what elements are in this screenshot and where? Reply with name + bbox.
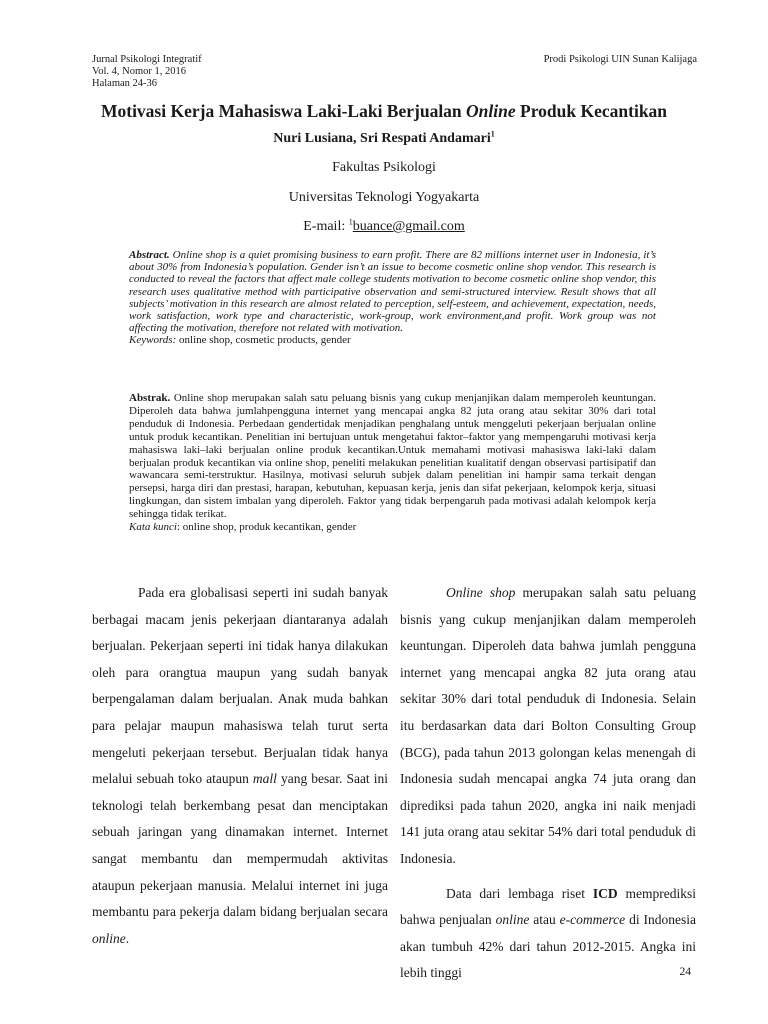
title-part1: Motivasi Kerja Mahasiswa Laki-Laki Berjualan bbox=[100, 101, 467, 121]
abstract-indonesian-text: Online shop merupakan salah satu peluang bisnis yang cukup menjanjikan dalam memperoleh keuntungan. Diperoleh data bahwa jumlahpengguna internet yang mencapai angka 82 juta orang atau sekitar 30% dari total penduduk di Indonesia. Perbedaan gendertidak menjadikan penghalang untuk menggeluti pekerjaan berjualan online untuk produk kecantikan. Penelitian ini bertujuan untuk mengetahui faktor–faktor yang mempengaruhi motivasi kerja mahasiswa laki–laki berjualan online produk kecantikan.Untuk memahami motivasi mahasiswa laki-laki dalam berjualan produk kecantikan via online shop, peneliti melakukan penelitian kualitatif dengan observasi partisipatif dan wawancara semi-terstruktur. Hasilnya, motivasi seluruh subjek dalam penelitian ini hampir sama terkait dengan persepsi, harga diri dan prestasi, harapan, kebutuhan, kepuasan kerja, jenis dan sifat pekerjaan, kelompok kerja, situasi lingkungan, dan sistem imbalan yang diperoleh. Faktor yang tidak berpengaruh pada motivasi adalah kelompok kerja sehingga tidak terikat. bbox=[129, 392, 656, 521]
journal-volume: Vol. 4, Nomor 1, 2016 bbox=[92, 66, 187, 77]
body-text: atau bbox=[529, 912, 560, 928]
body-text: merupakan salah satu peluang bisnis yang cukup menjanjikan dalam memperoleh keuntungan. Diperoleh data bahwa jumlah pengguna internet yang mencapai angka 82 juta orang atau sekitar 30% dari total penduduk di Indonesia. Selain itu berdasarkan data dari Bolton Consulting Group (BCG), pada tahun 2013 golongan kelas menengah di Indonesia sudah mencapai angka 74 juta orang dan diprediksi pada tahun 2020, angka ini naik menjadi 141 juta orang atau sekitar 54% dari total penduduk di Indonesia. bbox=[400, 585, 696, 866]
body-italic: e-commerce bbox=[559, 912, 626, 928]
keywords-indonesian bbox=[129, 521, 656, 534]
paper-title bbox=[0, 101, 768, 122]
email-label: E-mail: bbox=[303, 219, 349, 234]
affiliation-faculty: Fakultas Psikologi bbox=[332, 160, 436, 175]
keywords-indonesian-text: : online shop, produk kecantikan, gender bbox=[176, 521, 357, 534]
email-marker: 1 bbox=[348, 217, 353, 227]
affiliation-university: Universitas Teknologi Yogyakarta bbox=[288, 190, 480, 205]
body-column-left bbox=[92, 580, 388, 952]
abstract-english-body bbox=[129, 249, 656, 334]
body-italic: Online shop bbox=[446, 585, 516, 600]
body-italic: online bbox=[495, 912, 530, 928]
page-number: 24 bbox=[679, 966, 691, 978]
body-italic: online bbox=[92, 930, 126, 946]
body-text: yang besar. Saat ini teknologi telah berkembang pesat dan menciptakan sebuah jaringan yang dinamakan internet. Internet sangat membantu dan mempermudah aktivitas ataupun pekerjaan manusia. Melalui internet ini juga membantu para pekerja dalam bidang berjualan secara bbox=[92, 771, 388, 920]
body-column-right bbox=[400, 580, 696, 987]
abstract-indonesian bbox=[129, 392, 656, 534]
body-text: memprediksi bahwa penjualan bbox=[400, 885, 696, 928]
abstract-english-text: Online shop is a quiet promising business to earn profit. There are 82 millions internet user in Indonesia, it’s about 30% from Indonesia’s population. Gender isn’t an issue to become cosmetic online shop vendor. This research is conducted to reveal the factors that affect male college students motivation to become cosmetic online shop vendor, this research uses qualitative method with participative observation and semi-structured interview. Result shows that all subjects’ motivation in this research are almost related to perception, self-esteem, and achievement, expectation, needs, work satisfaction, work type and characteristic, work-group, work environment,and profit. Work group was not affecting the motivation, therefore not related with motivation. bbox=[129, 249, 656, 335]
paragraph-gap bbox=[400, 873, 696, 881]
keywords-english-label: Keywords: bbox=[129, 334, 177, 347]
author-email bbox=[0, 219, 768, 235]
abstract-indonesian-label: Abstrak. bbox=[129, 392, 171, 404]
author-list bbox=[0, 131, 768, 147]
abstract-indonesian-body bbox=[129, 392, 656, 521]
journal-name: Jurnal Psikologi Integratif bbox=[92, 54, 202, 65]
title-italic: Online bbox=[466, 101, 516, 121]
keywords-english bbox=[129, 334, 656, 346]
keywords-indonesian-label: Kata kunci bbox=[129, 521, 177, 534]
body-paragraph bbox=[400, 881, 696, 987]
title-part2: Produk Kecantikan bbox=[515, 101, 668, 121]
body-text: Pada era globalisasi seperti ini sudah banyak berbagai macam jenis pekerjaan diantaranya adalah berjualan. Pekerjaan seperti ini tidak hanya dilakukan oleh para orangtua maupun yang sudah banyak berpengalaman dalam berjualan. Anak muda bahkan para pelajar maupun mahasiswa telah turut serta mengeluti pekerjaan tersebut. Berjualan tidak hanya melalui sebuah toko ataupun bbox=[92, 585, 388, 787]
body-text: di Indonesia akan tumbuh 42% dari tahun 2012-2015. Angka ini lebih tinggi bbox=[400, 912, 696, 981]
running-header-right: Prodi Psikologi UIN Sunan Kalijaga bbox=[543, 54, 697, 65]
author-names: Nuri Lusiana, Sri Respati Andamari bbox=[273, 131, 491, 146]
body-paragraph bbox=[400, 580, 696, 873]
journal-pages: Halaman 24-36 bbox=[92, 78, 158, 89]
keywords-english-text: online shop, cosmetic products, gender bbox=[176, 334, 351, 347]
body-bold: ICD bbox=[592, 885, 618, 901]
body-text: . bbox=[125, 930, 130, 946]
author-marker: 1 bbox=[490, 129, 495, 139]
running-header-left bbox=[92, 54, 202, 90]
email-link[interactable]: buance@gmail.com bbox=[352, 219, 465, 234]
abstract-english bbox=[129, 249, 656, 347]
body-paragraph bbox=[92, 580, 388, 952]
body-text: Data dari lembaga riset bbox=[446, 885, 593, 901]
body-italic: mall bbox=[252, 771, 277, 787]
abstract-english-label: Abstract. bbox=[129, 249, 170, 261]
